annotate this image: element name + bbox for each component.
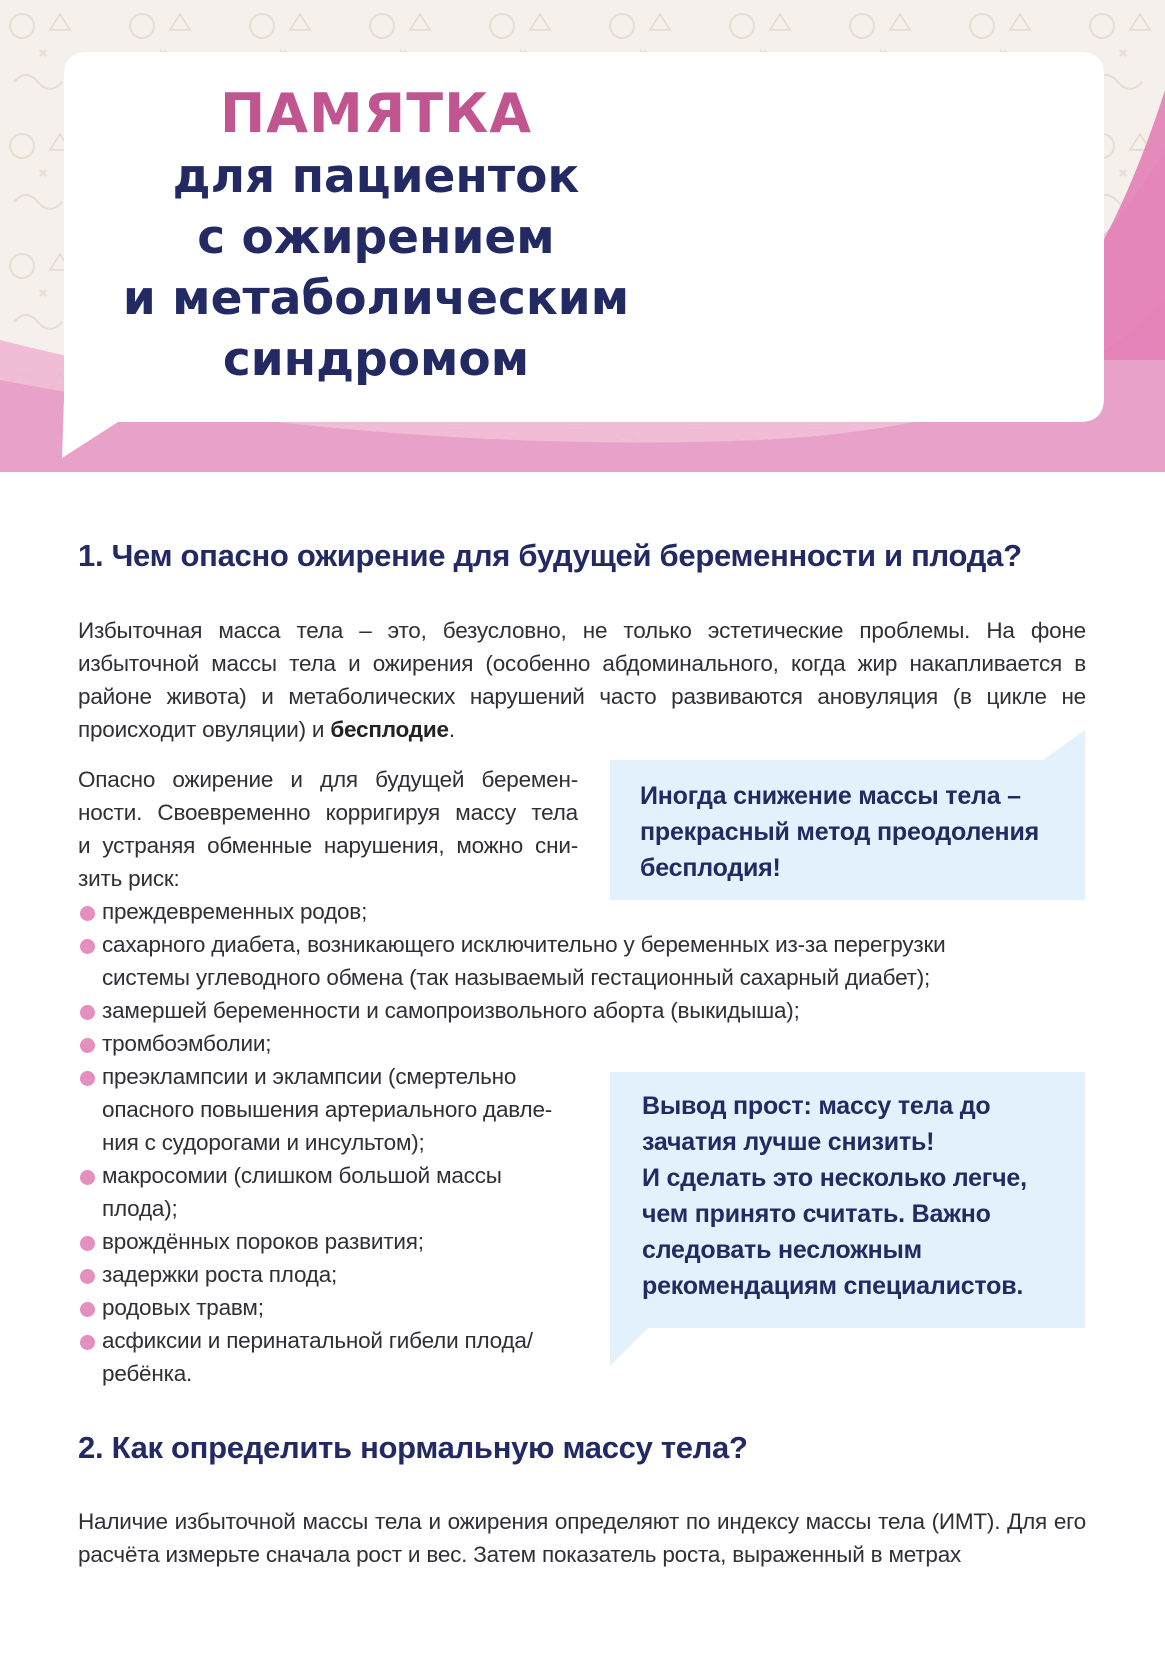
callout-line: И сделать это несколько легче, bbox=[642, 1164, 1027, 1192]
section1-intro-bold: бесплодие bbox=[330, 717, 449, 742]
bullet-dot bbox=[80, 906, 95, 921]
callout-line: зачатия лучше снизить! bbox=[642, 1128, 935, 1156]
list-item-line: опасного повышения артериального давле- bbox=[102, 1097, 553, 1122]
callout-tail bbox=[610, 1328, 648, 1366]
callout-line: бесплодия! bbox=[640, 854, 781, 882]
list-item bbox=[80, 1324, 1090, 1390]
risk-intro-line: Опасно ожирение и для будущей беремен- bbox=[78, 767, 578, 792]
callout-line: рекомендациям специалистов. bbox=[642, 1272, 1024, 1300]
bullet-dot bbox=[80, 1038, 95, 1053]
bullet-dot bbox=[80, 1302, 95, 1317]
bullet-dot bbox=[80, 1071, 95, 1086]
bullet-dot bbox=[80, 1236, 95, 1251]
callout-line: следовать несложным bbox=[642, 1236, 922, 1264]
header-banner bbox=[0, 0, 1165, 472]
list-item-line: ния с судорогами и инсультом); bbox=[102, 1130, 425, 1155]
bullet-dot bbox=[80, 1269, 95, 1284]
callout-tail bbox=[1043, 730, 1085, 760]
callout-line: прекрасный метод преодоления bbox=[640, 818, 1040, 846]
list-item-line: плода); bbox=[102, 1196, 178, 1221]
callout-line: Вывод прост: массу тела до bbox=[642, 1092, 991, 1120]
list-item-line: задержки роста плода; bbox=[102, 1262, 338, 1287]
bullet-dot bbox=[80, 939, 95, 954]
callout-infertility bbox=[610, 760, 1085, 900]
callout-conclusion bbox=[610, 1072, 1085, 1328]
list-item-line: тромбоэмболии; bbox=[102, 1031, 272, 1056]
bullet-dot bbox=[80, 1170, 95, 1185]
section1-heading: 1. Чем опасно ожирение для будущей беременности и плода? bbox=[78, 538, 1022, 573]
page-title: ПАМЯТКА bbox=[219, 82, 533, 145]
section2-heading: 2. Как определить нормальную массу тела? bbox=[78, 1430, 748, 1465]
list-item-line: родовых травм; bbox=[102, 1295, 264, 1320]
list-item-line: врождённых пороков развития; bbox=[102, 1229, 424, 1254]
section1-intro-end: . bbox=[448, 717, 455, 742]
list-item-line: преждевременных родов; bbox=[102, 899, 368, 924]
list-item bbox=[80, 928, 1090, 994]
list-item bbox=[80, 1027, 1090, 1060]
callout-line: чем принято считать. Важно bbox=[642, 1200, 991, 1228]
risk-intro bbox=[78, 763, 578, 895]
list-item-line: сахарного диабета, возникающего исключительно у беременных из-за перегрузки bbox=[102, 932, 946, 957]
title-block bbox=[62, 82, 690, 390]
list-item-line: системы углеводного обмена (так называемый гестационный сахарный диабет); bbox=[102, 965, 931, 990]
risk-intro-line: ности. Своевременно корригируя массу тела bbox=[78, 800, 578, 825]
list-item-line: ребёнка. bbox=[102, 1361, 193, 1386]
page-subtitle-line: для пациенток bbox=[172, 149, 580, 204]
list-item bbox=[80, 994, 1090, 1027]
list-item-line: замершей беременности и самопроизвольного аборта (выкидыша); bbox=[102, 998, 800, 1023]
list-item-line: макросомии (слишком большой массы bbox=[102, 1163, 502, 1188]
list-item-line: асфиксии и перинатальной гибели плода/ bbox=[102, 1328, 533, 1353]
page-subtitle-line: и метаболическим bbox=[122, 271, 630, 326]
section1-intro-text: Избыточная масса тела – это, безусловно, не только эстетические проблемы. На фоне избыточной массы тела и ожирения (особенно абдоминального, когда жир накапливается в районе живота) и метаболических нарушений часто развиваются ановуляция (в цикле не происходит овуляции) и bbox=[78, 618, 1086, 742]
section2-text: Наличие избыточной массы тела и ожирения определяют по индексу массы тела (ИМТ). Для его расчёта измерьте сначала рост и вес. Затем показатель роста, выраженный в метрах bbox=[78, 1509, 1086, 1567]
bullet-dot bbox=[80, 1335, 95, 1350]
list-item-line: преэклампсии и эклампсии (смертельно bbox=[102, 1064, 517, 1089]
risk-intro-line: и устраняя обменные нарушения, можно сни- bbox=[78, 833, 578, 858]
section1-intro bbox=[78, 614, 1086, 746]
list-item bbox=[80, 895, 1090, 928]
callout-line: Иногда снижение массы тела – bbox=[640, 782, 1021, 810]
bullet-dot bbox=[80, 1005, 95, 1020]
risk-intro-line: зить риск: bbox=[78, 866, 180, 891]
page-subtitle-line: с ожирением bbox=[197, 210, 555, 265]
page-subtitle-line: синдромом bbox=[222, 332, 530, 387]
